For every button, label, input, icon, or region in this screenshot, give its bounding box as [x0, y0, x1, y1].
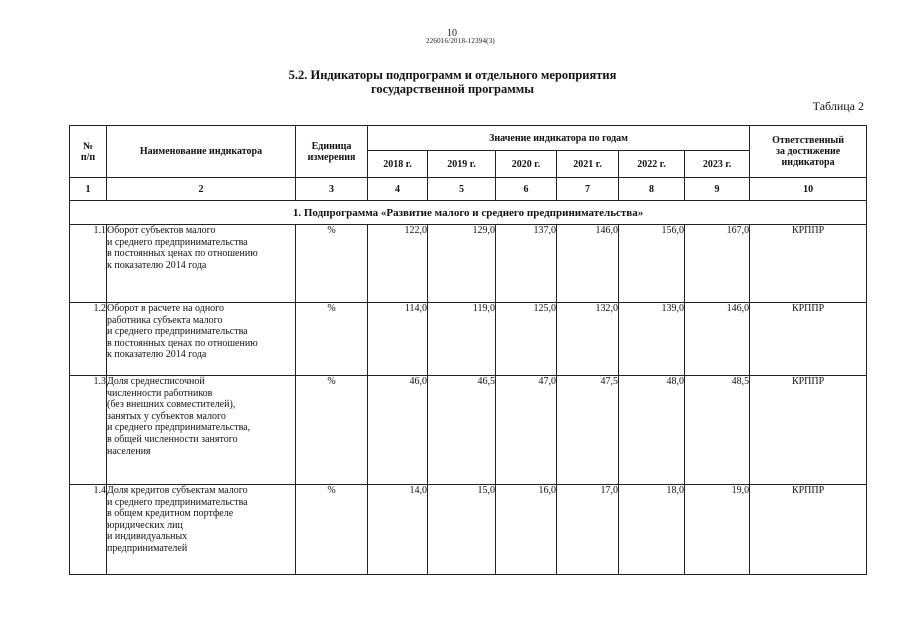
document-code: 226016/2018-12394(3) [426, 37, 495, 45]
column-number: 5 [428, 178, 496, 201]
responsible-cell: КРППР [750, 303, 867, 376]
header-values-group: Значение индикатора по годам [368, 126, 750, 151]
value-cell: 46,5 [428, 376, 496, 485]
value-cell: 15,0 [428, 485, 496, 575]
value-cell: 139,0 [619, 303, 685, 376]
value-cell: 19,0 [685, 485, 750, 575]
value-cell: 48,0 [619, 376, 685, 485]
value-cell: 46,0 [368, 376, 428, 485]
header-year: 2021 г. [557, 151, 619, 178]
value-cell: 47,5 [557, 376, 619, 485]
value-cell: 18,0 [619, 485, 685, 575]
row-index: 1.2 [70, 303, 107, 376]
column-number: 6 [496, 178, 557, 201]
title-line-1: 5.2. Индикаторы подпрограмм и отдельного мероприятия [288, 68, 617, 82]
column-number: 7 [557, 178, 619, 201]
subprogram-row [70, 201, 867, 225]
table-row [70, 303, 867, 376]
column-number: 10 [750, 178, 867, 201]
value-cell: 129,0 [428, 225, 496, 303]
indicator-name: Оборот в расчете на одного работника субъекта малого и среднего предпринимательства в постоянных ценах по отношению к показателю 2014 года [107, 303, 296, 376]
value-cell: 146,0 [557, 225, 619, 303]
table-row [70, 225, 867, 303]
value-cell: 137,0 [496, 225, 557, 303]
column-number: 8 [619, 178, 685, 201]
table-caption: Таблица 2 [812, 99, 864, 113]
row-index: 1.4 [70, 485, 107, 575]
header-num: № п/п [70, 126, 107, 178]
column-number: 2 [107, 178, 296, 201]
row-index: 1.1 [70, 225, 107, 303]
value-cell: 125,0 [496, 303, 557, 376]
indicator-name: Доля кредитов субъектам малого и среднего предпринимательства в общем кредитном портфеле юридических лиц и индивидуальных предпринимателей [107, 485, 296, 575]
value-cell: 167,0 [685, 225, 750, 303]
value-cell: 14,0 [368, 485, 428, 575]
header-year: 2022 г. [619, 151, 685, 178]
header-unit: Единица измерения [296, 126, 368, 178]
value-cell: 132,0 [557, 303, 619, 376]
header-year: 2018 г. [368, 151, 428, 178]
value-cell: 114,0 [368, 303, 428, 376]
unit-cell: % [296, 303, 368, 376]
table-row [70, 376, 867, 485]
responsible-cell: КРППР [750, 485, 867, 575]
column-number: 1 [70, 178, 107, 201]
row-index: 1.3 [70, 376, 107, 485]
header-name: Наименование индикатора [107, 126, 296, 178]
header-year: 2020 г. [496, 151, 557, 178]
value-cell: 156,0 [619, 225, 685, 303]
unit-cell: % [296, 225, 368, 303]
subprogram-title: 1. Подпрограмма «Развитие малого и среднего предпринимательства» [70, 201, 867, 225]
value-cell: 47,0 [496, 376, 557, 485]
table-row [70, 485, 867, 575]
header-year: 2019 г. [428, 151, 496, 178]
title-line-2: государственной программы [370, 82, 535, 96]
value-cell: 122,0 [368, 225, 428, 303]
value-cell: 146,0 [685, 303, 750, 376]
indicator-name: Оборот субъектов малого и среднего предпринимательства в постоянных ценах по отношению к показателю 2014 года [107, 225, 296, 303]
value-cell: 17,0 [557, 485, 619, 575]
value-cell: 48,5 [685, 376, 750, 485]
column-numbers-row [70, 178, 867, 201]
column-number: 4 [368, 178, 428, 201]
page-number: 10 [447, 28, 457, 39]
section-title [0, 68, 905, 96]
responsible-cell: КРППР [750, 376, 867, 485]
value-cell: 119,0 [428, 303, 496, 376]
header-responsible: Ответственный за достижение индикатора [750, 126, 867, 178]
unit-cell: % [296, 376, 368, 485]
header-year: 2023 г. [685, 151, 750, 178]
column-number: 9 [685, 178, 750, 201]
indicator-name: Доля среднесписочной численности работников (без внешних совместителей), занятых у субъектов малого и среднего предпринимательства, в общей численности занятого населения [107, 376, 296, 485]
column-number: 3 [296, 178, 368, 201]
indicators-table [69, 125, 867, 575]
value-cell: 16,0 [496, 485, 557, 575]
unit-cell: % [296, 485, 368, 575]
responsible-cell: КРППР [750, 225, 867, 303]
